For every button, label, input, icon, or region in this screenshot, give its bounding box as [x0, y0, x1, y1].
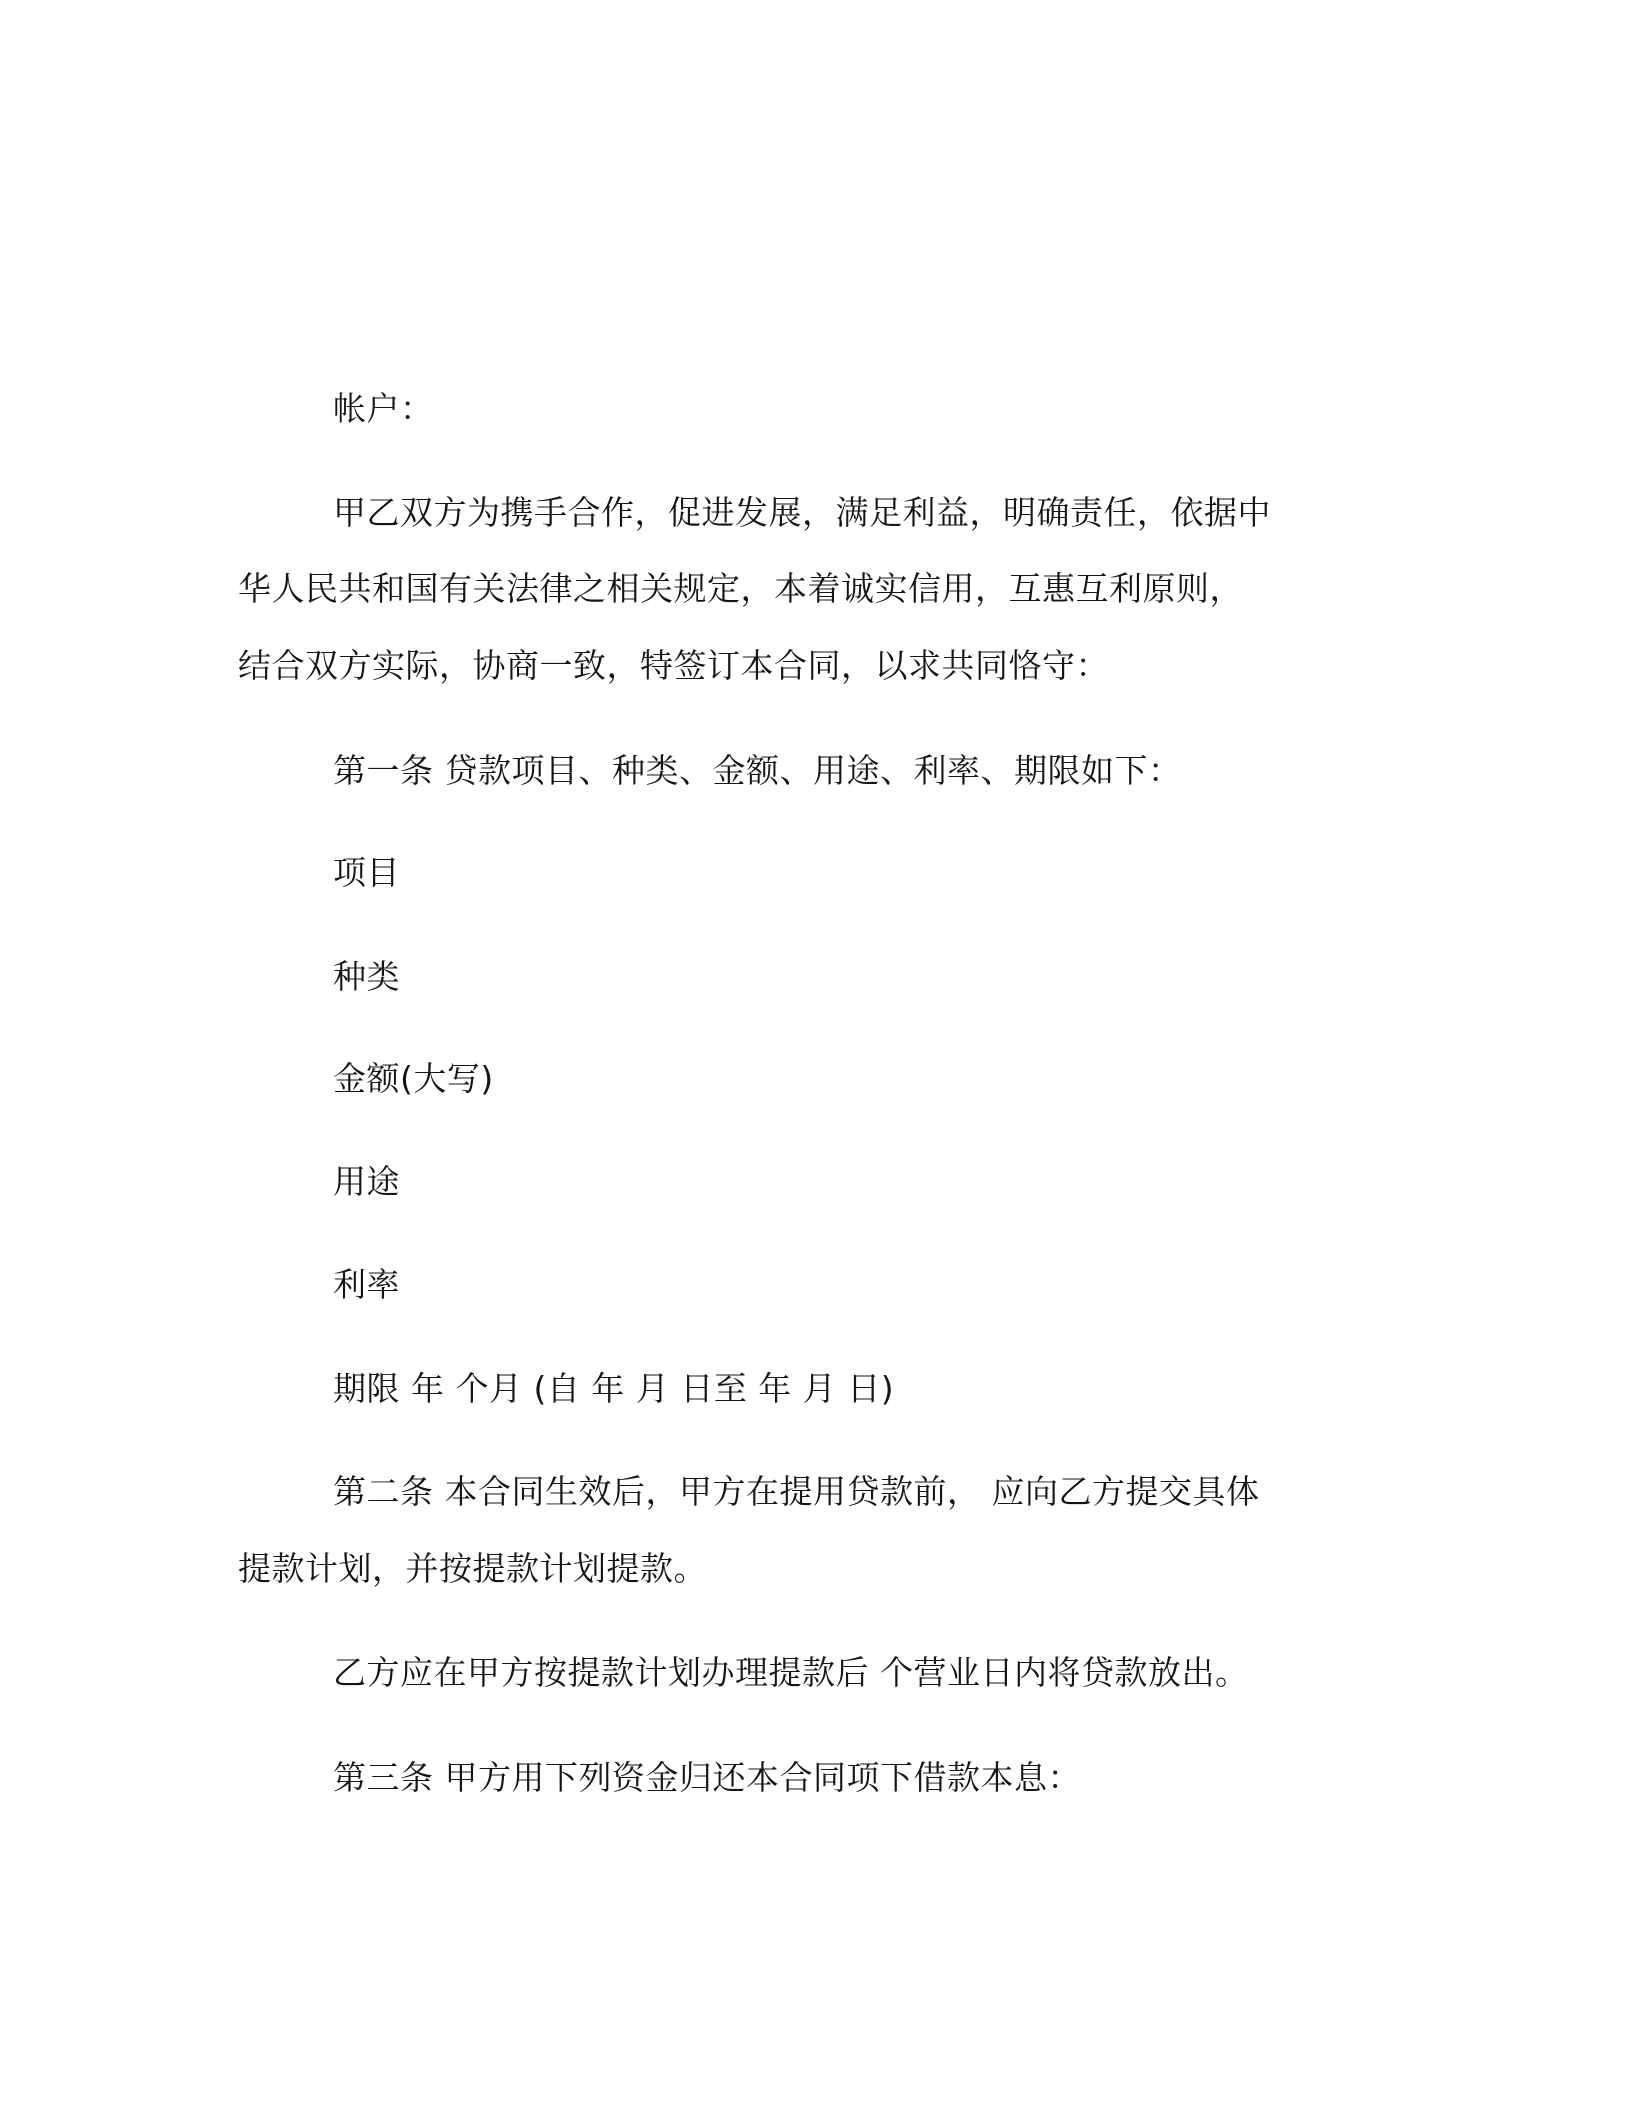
article-2-line-2: 提款计划，并按提款计划提款。	[238, 1549, 707, 1588]
article-3-heading: 第三条 甲方用下列资金归还本合同项下借款本息：	[333, 1758, 1081, 1797]
article-2-followup: 乙方应在甲方按提款计划办理提款后 个营业日内将贷款放出。	[333, 1653, 1249, 1692]
preamble-line-1: 甲乙双方为携手合作，促进发展，满足利益，明确责任，依据中	[333, 493, 1271, 532]
loan-field-type: 种类	[333, 957, 400, 996]
preamble-line-3: 结合双方实际，协商一致，特签订本合同，以求共同恪守：	[238, 646, 1109, 685]
preamble-line-2: 华人民共和国有关法律之相关规定，本着诚实信用，互惠互利原则，	[238, 569, 1243, 608]
article-1-heading: 第一条 贷款项目、种类、金额、用途、利率、期限如下：	[333, 751, 1182, 790]
article-2-line-1: 第二条 本合同生效后，甲方在提用贷款前， 应向乙方提交具体	[333, 1472, 1260, 1511]
loan-field-term: 期限 年 个月 (自 年 月 日至 年 月 日)	[333, 1369, 895, 1408]
account-label: 帐户：	[333, 389, 434, 428]
loan-field-purpose: 用途	[333, 1162, 400, 1201]
loan-field-project: 项目	[333, 853, 400, 892]
loan-field-rate: 利率	[333, 1265, 400, 1304]
loan-field-amount: 金额(大写)	[333, 1059, 494, 1098]
